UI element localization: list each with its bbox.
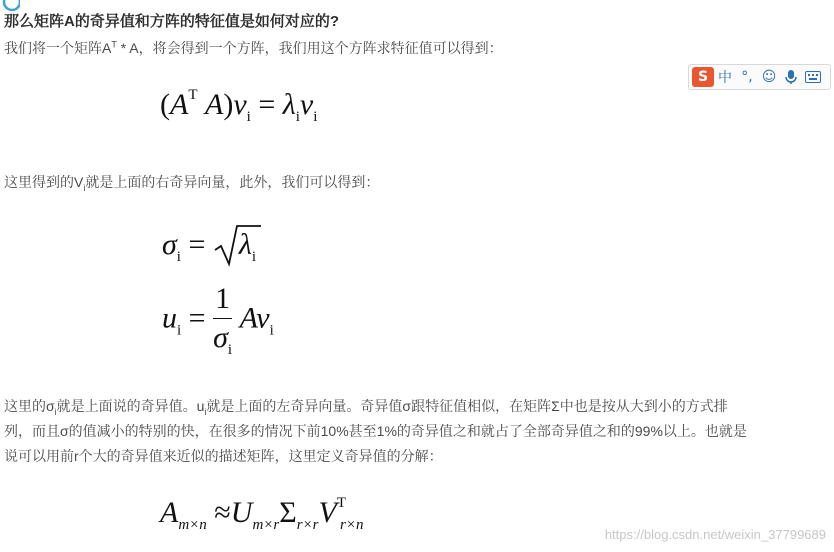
ime-emoji-icon[interactable]: ☺	[761, 69, 777, 85]
ime-microphone-icon[interactable]	[780, 67, 802, 87]
sogou-logo-icon[interactable]: S	[692, 67, 714, 87]
paragraph-right-singular: 这里得到的$V_i$就是上面的右奇异向量，此外，我们可以得到：	[4, 174, 380, 193]
equation-svd: $A_{m\times n} \approx U_{m\times r}\Sigma_{r\times r}V^T_{r\times n}$	[160, 495, 364, 533]
equation-sigma: $\sigma_i = \lambda_i$	[162, 222, 256, 268]
paragraph-intro: 我们将一个矩阵$A^T$ * A，将会得到一个方阵，我们用这个方阵求特征值可以得到：	[4, 39, 503, 56]
paragraph-singular-values-l1: 这里的$\sigma_i$就是上面说的奇异值。$u_i$就是上面的左奇异向量。奇异值σ跟特征值相似，在矩阵Σ中也是按从大到小的方式排	[4, 398, 728, 417]
ime-chinese-mode-button[interactable]: 中	[718, 70, 732, 86]
ime-keyboard-icon[interactable]	[802, 67, 824, 87]
section-heading: 那么矩阵A的奇异值和方阵的特征值是如何对应的?	[4, 13, 339, 30]
fraction: $\frac{1}{\sigma_i}$	[213, 282, 233, 358]
paragraph-singular-values-l3: 说可以用前r个大的奇异值来近似的描述矩阵，这里定义奇异值的分解：	[4, 448, 443, 464]
paragraph-singular-values-l2: 列，而且σ的值减小的特别的快，在很多的情况下前10%甚至1%的奇异值之和就占了全部奇异值之和的99%以上。也就是	[4, 423, 747, 439]
source-watermark: https://blog.csdn.net/weixin_37799689	[604, 527, 826, 542]
equation-left-singular: $u_i$ = $\frac{1}{\sigma_i}$ $Av_i$	[162, 282, 274, 358]
ime-punctuation-button[interactable]: °,	[741, 69, 753, 85]
equation-eigen: ($A^T$ $A)v_i = \lambda_iv_i$	[160, 87, 318, 125]
ime-toolbar[interactable]	[688, 64, 831, 90]
